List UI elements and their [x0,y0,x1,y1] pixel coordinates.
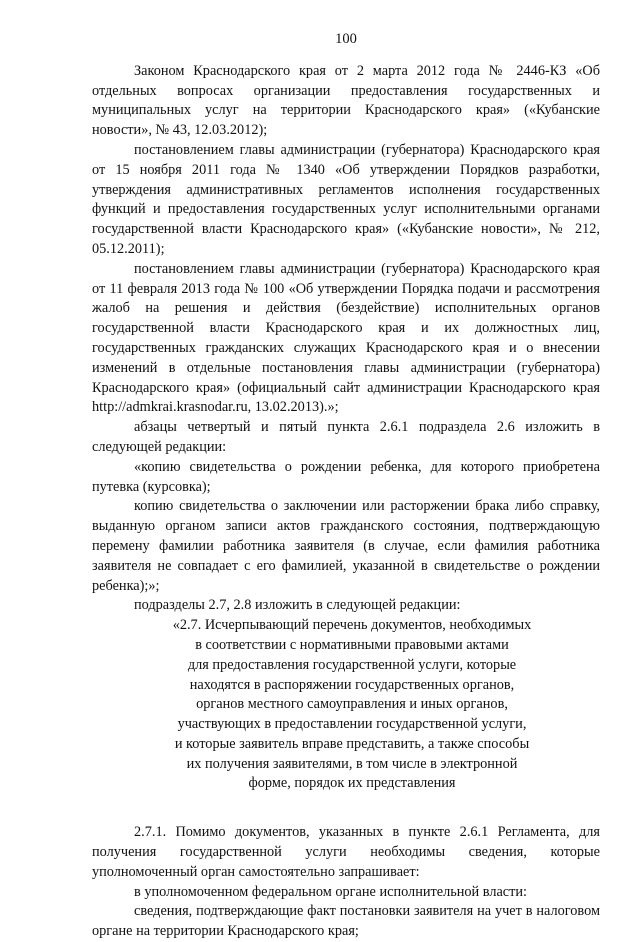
heading-line: «2.7. Исчерпывающий перечень документов, необходимых [172,617,532,634]
paragraph: сведения, подтверждающие факт постановки заявителя на учет в налоговом органе на территории Краснодарского края; [92,903,600,940]
paragraph: постановлением главы администрации (губернатора) Краснодарского края от 11 февраля 2013 года № 100 «Об утверждении Порядка подачи и рассмотрения жалоб на решения и действия (бездействие) исполнительных органов государственной власти Краснодарского края и их должностных лиц, государственных гражданских служащих Краснодарского края и о внесении изменений в отдельные постановления главы администрации (губернатора) Краснодарского края» (официальный сайт администрации Краснодарского края http://admkrai.krasnodar.ru, 13.02.2013).»; [92,260,600,416]
paragraph: постановлением главы администрации (губернатора) Краснодарского края от 15 ноября 2011 года № 1340 «Об утверждении Порядков разработки, утверждения административных регламентов исполнения государственных функций и предоставления государственных услуг исполнительными органами государственной власти Краснодарского края» («Кубанские новости», № 212, 05.12.2011); [92,141,600,257]
heading-line: органов местного самоуправления и иных органов, [196,696,508,713]
heading-line: участвующих в предоставлении государственной услуги, [177,716,527,733]
body-text-top [92,62,600,616]
paragraph: подразделы 2.7, 2.8 изложить в следующей редакции: [134,597,461,614]
paragraph: копию свидетельства о заключении или расторжении брака либо справку, выданную органом записи актов гражданского состояния, подтверждающую перемену фамилии работника заявителя (в случае, если фамилия работника заявителя не совпадает с его фамилией, указанной в свидетельстве о рождении ребенка);»; [92,498,600,594]
paragraph: Законом Краснодарского края от 2 марта 2012 года № 2446-КЗ «Об отдельных вопросах организации предоставления государственных и муниципальных услуг на территории Краснодарского края» («Кубанские новости», № 43, 12.03.2012); [92,62,600,139]
paragraph: абзацы четвертый и пятый пункта 2.6.1 подраздела 2.6 изложить в следующей редакции: [92,419,600,455]
heading-line: их получения заявителями, в том числе в электронной [186,755,518,772]
paragraph: «копию свидетельства о рождении ребенка, для которого приобретена путевка (курсовка); [92,458,600,495]
paragraph: в уполномоченном федеральном органе исполнительной власти: [134,883,528,900]
heading-line: для предоставления государственной услуги, которые [187,656,517,673]
section-heading [92,616,600,794]
heading-line: и которые заявитель вправе представить, а также способы [174,735,530,752]
body-text-bottom [92,823,600,942]
heading-line: форме, порядок их представления [248,775,456,792]
heading-line: в соответствии с нормативными правовыми актами [195,636,509,653]
paragraph: 2.7.1. Помимо документов, указанных в пункте 2.6.1 Регламента, для получения государственной услуги необходимы сведения, которые уполномоченный орган самостоятельно запрашивает: [92,824,600,880]
page-number: 100 [335,31,357,47]
heading-line: находятся в распоряжении государственных органов, [189,676,515,693]
